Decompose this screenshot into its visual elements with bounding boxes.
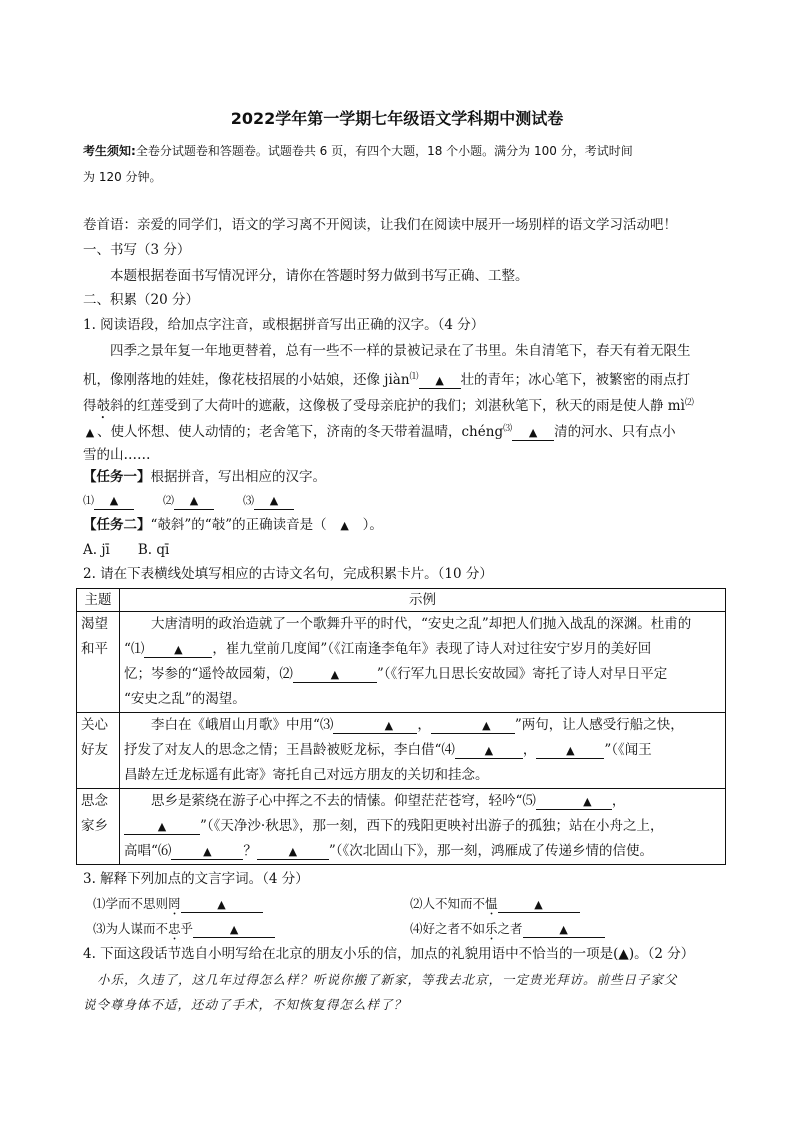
section2-heading: 二、积累（20 分） (83, 292, 199, 308)
example-text: ”（《次北固山下》，那一刻，鸿雁成了传递乡情的信使。 (328, 843, 654, 859)
answer-blank[interactable] (124, 818, 200, 835)
topic-text: 思念 (81, 793, 108, 809)
topic-cell (77, 713, 120, 789)
triangle-mark: ▲ (109, 494, 119, 507)
answer-blank[interactable] (193, 921, 275, 938)
example-text: ”（《闻王 (604, 742, 652, 758)
notice-label: 考生须知: (83, 144, 136, 158)
answer-blank[interactable] (171, 843, 243, 860)
example-text: ”（《天净沙·秋思》，那一刻，西下的残阳更映衬出游子的孤独；站在小舟之上， (200, 818, 664, 834)
answer-number: ⑵ (163, 494, 174, 507)
table-row (77, 612, 726, 713)
dotted-char: 罔 (168, 896, 181, 911)
topic-cell (77, 612, 120, 713)
example-text: 忆；岑参的“遥怜故园菊，⑵ (124, 666, 293, 682)
accumulation-card-table (76, 588, 726, 865)
triangle-mark: ▲ (157, 820, 167, 833)
answer-blank[interactable] (144, 641, 212, 658)
topic-text: 关心 (81, 717, 108, 733)
header-topic: 主题 (77, 589, 120, 612)
example-text: ”两句，让人感受行船之快， (514, 717, 684, 733)
triangle-mark: ▲ (217, 898, 226, 911)
triangle-mark: ▲ (189, 494, 199, 507)
exam-notice-cont (83, 164, 723, 190)
header-example: 示例 (120, 589, 726, 612)
example-text: ， (611, 793, 626, 809)
passage-text: 斜的红莲受到了大荷叶的遮蔽，这像极了受母亲庇护的我们；刘湛秋笔下，秋天的雨是使人静 mì (110, 398, 685, 414)
example-text: “⑴ (124, 641, 145, 657)
answer-blank[interactable] (293, 666, 377, 683)
task2-text: “攲斜”的“攲”的正确读音是（ (150, 517, 327, 533)
task2-label: 【任务二】 (83, 517, 151, 533)
triangle-mark: ▲ (435, 374, 444, 387)
q1-passage-line-3 (83, 393, 694, 422)
triangle-mark: ▲ (482, 719, 491, 732)
answer-blank[interactable] (83, 424, 97, 440)
triangle-mark: ▲ (269, 494, 279, 507)
q4-letter-line-2: 说令尊身体不适，还动了手术，不知恢复得怎么样了？ (83, 997, 408, 1012)
triangle-mark: ▲ (583, 795, 592, 808)
q3-text: ⑴学而不思则 (93, 896, 169, 911)
q2-stem: 2. 请在下表横线处填写相应的古诗文名句，完成积累卡片。（10 分） (83, 566, 493, 582)
answer-blank[interactable] (254, 493, 294, 510)
task2-end: ）。 (362, 517, 383, 533)
example-line (124, 789, 721, 814)
triangle-mark: ▲ (330, 668, 340, 681)
topic-text: 家乡 (81, 818, 108, 834)
exam-title: 2022学年第一学期七年级语文学科期中测试卷 (230, 109, 564, 128)
triangle-mark: ▲ (528, 426, 538, 439)
example-line (124, 839, 721, 864)
section1-heading: 一、书写（3 分） (83, 242, 191, 258)
example-line: 昌龄左迁龙标遥有此寄》寄托自己对远方朋友的关切和挂念。 (124, 767, 489, 783)
dotted-char: 愠 (485, 896, 498, 911)
example-cell (120, 789, 726, 865)
blank-number: ⑴ (409, 372, 419, 382)
q1-passage-line-2 (83, 367, 690, 390)
example-line (124, 662, 721, 687)
q3-text: ⑷好之者不如 (410, 921, 486, 936)
triangle-mark: ▲ (85, 426, 95, 439)
task2-options (83, 540, 169, 560)
answer-blank[interactable] (181, 896, 263, 913)
answer-blank[interactable] (536, 793, 612, 810)
topic-text: 渴望 (81, 616, 108, 632)
task1-answers (83, 491, 294, 511)
example-line (124, 814, 721, 839)
answer-blank[interactable] (523, 921, 605, 938)
blank-number: ⑵ (684, 398, 694, 408)
triangle-mark: ▲ (384, 719, 394, 732)
section1-text: 本题根据卷面书写情况评分，请你在答题时努力做到书写正确、工整。 (110, 268, 529, 284)
example-text: 高唱“⑹ (124, 843, 172, 859)
answer-blank[interactable] (536, 742, 604, 759)
answer-blank[interactable] (333, 717, 417, 734)
table-row (77, 713, 726, 789)
q3-text: 乎 (180, 921, 194, 936)
example-cell (120, 612, 726, 713)
topic-text: 和平 (81, 641, 108, 657)
example-text: 李白在《峨眉山月歌》中用“⑶ (151, 717, 334, 733)
answer-blank[interactable] (431, 717, 515, 734)
answer-blank[interactable] (94, 493, 134, 510)
task1 (83, 467, 326, 487)
dotted-char: 乐 (485, 921, 498, 936)
intro-text: 卷首语：亲爱的同学们，语文的学习离不开阅读，让我们在阅读中展开一场别样的语文学习活动吧！ (83, 217, 677, 233)
answer-blank[interactable] (512, 424, 554, 441)
notice-text-2: 为 120 分钟。 (83, 170, 162, 184)
example-line: “安史之乱”的渴望。 (124, 691, 246, 707)
example-line (124, 637, 721, 662)
option-a[interactable]: A. jī (83, 542, 110, 558)
triangle-mark: ▲ (566, 744, 575, 757)
q3-item-4 (410, 919, 605, 943)
triangle-mark: ▲ (534, 898, 543, 911)
q1-stem: 1. 阅读语段，给加点字注音，或根据拼音写出正确的汉字。（4 分） (83, 317, 485, 333)
dotted-char: 攲 (96, 398, 110, 414)
triangle-mark: ▲ (484, 744, 494, 757)
q3-text: 之者 (497, 921, 523, 936)
triangle-mark: ▲ (203, 845, 212, 858)
triangle-mark: ▲ (229, 923, 239, 936)
table-row (77, 789, 726, 865)
answer-blank[interactable] (498, 896, 580, 913)
topic-text: 好友 (81, 742, 108, 758)
example-line (124, 713, 721, 738)
example-cell (120, 713, 726, 789)
table-header-row (77, 589, 726, 612)
task1-label: 【任务一】 (83, 469, 151, 485)
example-text: ， (417, 717, 431, 733)
exam-notice (83, 138, 723, 164)
answer-number: ⑶ (243, 494, 254, 507)
passage-text: 得 (83, 398, 97, 414)
q4-stem: 4. 下面这段话节选自小明写给在北京的朋友小乐的信，加点的礼貌用语中不恰当的一项是(▲)。（2 分） (83, 946, 695, 962)
passage-text: 清的河水、只有点小 (554, 424, 676, 440)
answer-number: ⑴ (83, 494, 94, 507)
topic-cell (77, 789, 120, 865)
example-text: ？ (243, 843, 257, 859)
q1-passage-line-4 (83, 419, 676, 442)
example-text: 抒发了对友人的思念之情；王昌龄被贬龙标，李白借“⑷ (124, 742, 455, 758)
q3-stem: 3. 解释下列加点的文言字词。（4 分） (83, 871, 309, 887)
example-line: 大唐清明的政治造就了一个歌舞升平的时代，“安史之乱”却把人们抛入战乱的深渊。杜甫的 (151, 616, 692, 632)
passage-text: 、使人怀想、使人动情的；老舍笔下，济南的冬天带着温晴，chéng (97, 424, 504, 440)
q3-item-1 (93, 894, 263, 918)
example-line (124, 738, 721, 763)
answer-blank[interactable] (455, 742, 523, 759)
example-text: 思乡是萦绕在游子心中挥之不去的情愫。仰望茫茫苍穹，轻吟“⑸ (151, 793, 536, 809)
blank-number: ⑶ (503, 424, 513, 434)
triangle-mark: ▲ (559, 923, 568, 936)
q3-text: ⑵人不知而不 (410, 896, 486, 911)
q1-passage-line-5: 雪的山…… (83, 447, 151, 463)
example-text: ”（《行军九日思长安故园》寄托了诗人对早日平定 (376, 666, 668, 682)
q3-item-2 (410, 894, 580, 918)
passage-text: 机，像刚落地的娃娃，像花枝招展的小姑娘，还像 jiàn (83, 372, 410, 388)
option-b[interactable]: B. qī (137, 542, 170, 558)
answer-blank[interactable] (174, 493, 214, 510)
example-text: ， (522, 742, 537, 758)
task1-text: 根据拼音，写出相应的汉字。 (150, 469, 326, 485)
passage-text: 壮的青年；冰心笔下，被繁密的雨点打 (460, 372, 691, 388)
example-text: ，崔九堂前几度闻”（《江南逢李龟年》表现了诗人对过往安宁岁月的美好回 (212, 641, 652, 657)
task2 (83, 515, 383, 536)
answer-blank[interactable] (257, 843, 329, 860)
q1-passage-line-1: 四季之景年复一年地更替着，总有一些不一样的景被记录在了书里。朱自清笔下，春天有着无限生 (110, 343, 691, 359)
triangle-mark: ▲ (174, 643, 183, 656)
dotted-char: 忠 (168, 921, 181, 936)
triangle-mark[interactable]: ▲ (340, 519, 349, 532)
notice-text-1: 全卷分试题卷和答题卷。试题卷共 6 页，有四个大题，18 个小题。满分为 100 分，考试时间 (135, 144, 633, 158)
q4-letter-line-1: 小乐，久违了，这几年过得怎么样？听说你搬了新家，等我去北京，一定贵光拜访。前些日子家父 (97, 972, 678, 987)
q3-item-3 (93, 919, 275, 943)
q3-text: ⑶为人谋而不 (93, 921, 169, 936)
answer-blank[interactable] (419, 372, 461, 389)
triangle-mark: ▲ (288, 845, 298, 858)
